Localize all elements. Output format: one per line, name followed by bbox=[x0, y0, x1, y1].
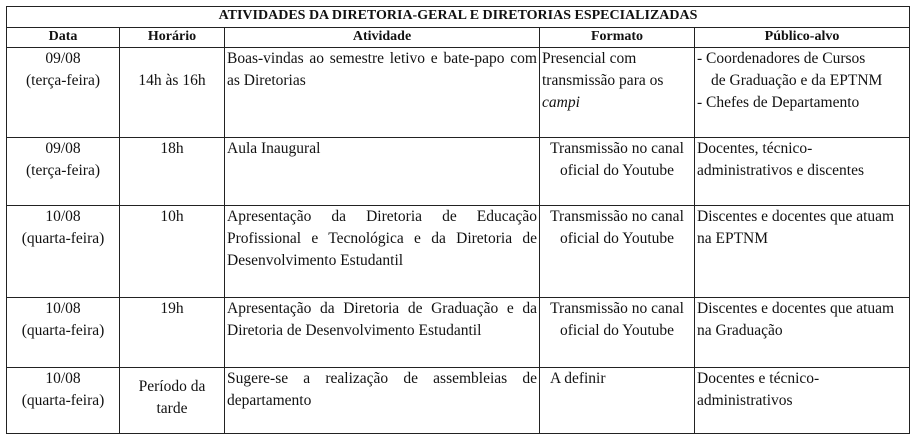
activity-cell: Sugere-se a realização de assembleias de departamento bbox=[225, 368, 540, 434]
format-cell bbox=[540, 368, 695, 434]
audience-cell: Discentes e docentes que atuam na EPTNM bbox=[695, 206, 910, 298]
activity-cell: Boas-vindas ao semestre letivo e bate-papo com as Diretorias bbox=[225, 48, 540, 138]
date-cell bbox=[7, 206, 120, 298]
time: Período da tarde bbox=[138, 378, 206, 417]
weekday: (quarta-feira) bbox=[21, 392, 105, 409]
format-cell: Transmissão no canal oficial do Youtube bbox=[540, 298, 695, 368]
date: 09/08 bbox=[45, 140, 81, 157]
table-title: ATIVIDADES DA DIRETORIA-GERAL E DIRETORIAS ESPECIALIZADAS bbox=[7, 7, 910, 28]
date-cell bbox=[7, 138, 120, 206]
audience-cell bbox=[695, 48, 910, 138]
time: 19h bbox=[160, 300, 184, 317]
table-row bbox=[7, 368, 910, 434]
time-cell bbox=[120, 368, 225, 434]
time: 18h bbox=[160, 140, 184, 157]
audience-cell: Discentes e docentes que atuam na Graduação bbox=[695, 298, 910, 368]
activity-cell: Apresentação da Diretoria de Graduação e da Diretoria de Desenvolvimento Estudantil bbox=[225, 298, 540, 368]
header-activity: Atividade bbox=[225, 28, 540, 48]
header-date: Data bbox=[7, 28, 120, 48]
date: 09/08 bbox=[45, 50, 81, 67]
time-cell bbox=[120, 298, 225, 368]
format-cell: Transmissão no canal oficial do Youtube bbox=[540, 206, 695, 298]
time: 10h bbox=[160, 208, 184, 225]
weekday: (quarta-feira) bbox=[21, 322, 105, 339]
format-text: Presencial com transmissão para os bbox=[542, 50, 664, 89]
format-text: A definir bbox=[550, 370, 606, 387]
date-cell bbox=[7, 48, 120, 138]
audience-cell: Docentes e técnico-administrativos bbox=[695, 368, 910, 434]
table-row bbox=[7, 298, 910, 368]
header-row bbox=[7, 28, 910, 48]
table-row bbox=[7, 206, 910, 298]
time-cell bbox=[120, 138, 225, 206]
date: 10/08 bbox=[45, 370, 81, 387]
format-cell bbox=[540, 48, 695, 138]
audience-item: - Coordenadores de Cursos de Graduação e da EPTNM bbox=[697, 50, 883, 89]
date: 10/08 bbox=[45, 300, 81, 317]
activities-table bbox=[6, 6, 910, 434]
date-cell bbox=[7, 368, 120, 434]
date: 10/08 bbox=[45, 208, 81, 225]
weekday: (terça-feira) bbox=[26, 162, 100, 179]
header-format: Formato bbox=[540, 28, 695, 48]
activity-cell: Apresentação da Diretoria de Educação Profissional e Tecnológica e da Diretoria de Desenvolvimento Estudantil bbox=[225, 206, 540, 298]
weekday: (quarta-feira) bbox=[21, 230, 105, 247]
header-audience: Público-alvo bbox=[695, 28, 910, 48]
format-italic: campi bbox=[542, 94, 580, 111]
time-cell bbox=[120, 48, 225, 138]
table-row bbox=[7, 48, 910, 138]
activity-cell: Aula Inaugural bbox=[225, 138, 540, 206]
audience-cell: Docentes, técnico-administrativos e discentes bbox=[695, 138, 910, 206]
date-cell bbox=[7, 298, 120, 368]
table-row bbox=[7, 138, 910, 206]
header-time: Horário bbox=[120, 28, 225, 48]
audience-item: - Chefes de Departamento bbox=[697, 94, 860, 111]
format-cell: Transmissão no canal oficial do Youtube bbox=[540, 138, 695, 206]
time-cell bbox=[120, 206, 225, 298]
time: 14h às 16h bbox=[138, 72, 206, 89]
weekday: (terça-feira) bbox=[26, 72, 100, 89]
